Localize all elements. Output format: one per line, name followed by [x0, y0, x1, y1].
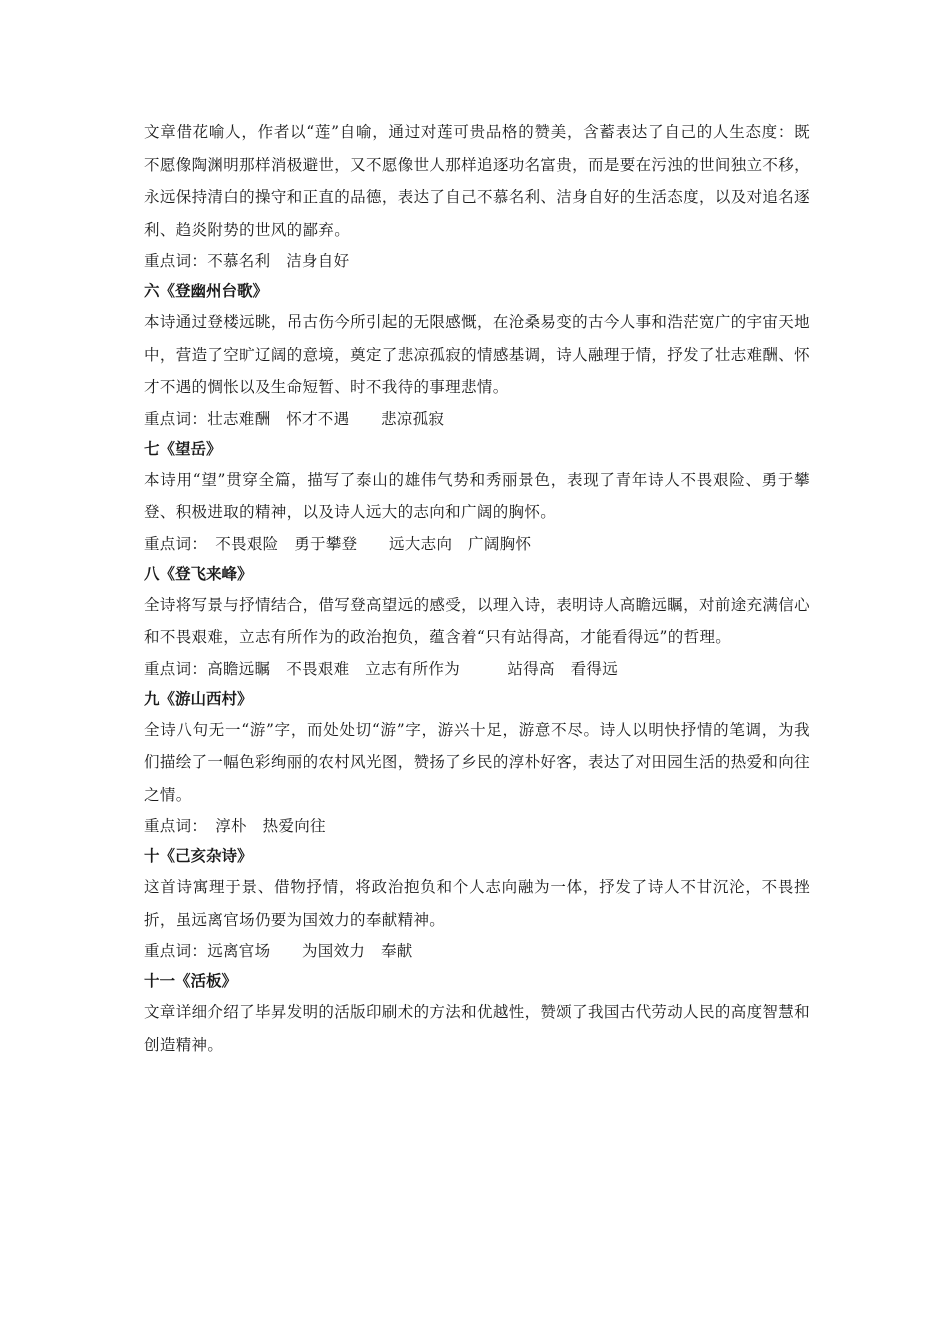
section-heading: 九《游山西村》 [144, 689, 253, 708]
section-you-shanxi-cun [144, 684, 810, 842]
section-paragraph: 本诗通过登楼远眺，吊古伤今所引起的无限感慨，在沧桑易变的古今人事和浩茫宽广的宇宙天地中，营造了空旷辽阔的意境，奠定了悲凉孤寂的情感基调，诗人融理于情，抒发了壮志难酬、怀才不遇的惆怅以及生命短暂、时不我待的事理悲情。 [144, 313, 810, 396]
section-keywords: 重点词： 淳朴 热爱向往 [144, 817, 326, 835]
section-heading: 六《登幽州台歌》 [144, 282, 269, 300]
section-paragraph: 本诗用“望”贯穿全篇，描写了泰山的雄伟气势和秀丽景色，表现了青年诗人不畏艰险、勇于攀登、积极进取的精神，以及诗人远大的志向和广阔的胸怀。 [144, 470, 810, 521]
section-jihai-za-shi [144, 841, 810, 966]
section-keywords: 重点词：远离官场 为国效力 奉献 [144, 942, 413, 960]
section-paragraph: 这首诗寓理于景、借物抒情，将政治抱负和个人志向融为一体，抒发了诗人不甘沉沦，不畏挫折，虽远离官场仍要为国效力的奉献精神。 [144, 878, 810, 929]
section-wang-yue [144, 434, 810, 559]
section-paragraph: 全诗将写景与抒情结合，借写登高望远的感受，以理入诗，表明诗人高瞻远瞩，对前途充满信心和不畏艰难，立志有所作为的政治抱负，蕴含着“只有站得高，才能看得远”的哲理。 [144, 595, 810, 646]
section-deng-youzhou-tai-ge [144, 276, 810, 434]
section-deng-feilai-feng [144, 559, 810, 684]
section-huo-ban [144, 966, 810, 1061]
section-heading: 八《登飞来峰》 [144, 564, 253, 583]
document-page [144, 116, 810, 1061]
intro-keywords: 重点词：不慕名利 洁身自好 [144, 252, 350, 270]
section-keywords: 重点词： 不畏艰险 勇于攀登 远大志向 广阔胸怀 [144, 534, 532, 553]
section-heading: 十一《活板》 [144, 972, 238, 990]
section-heading: 七《望岳》 [144, 439, 222, 458]
section-heading: 十《己亥杂诗》 [144, 847, 253, 865]
intro-paragraph: 文章借花喻人，作者以“莲”自喻，通过对莲可贵品格的赞美，含蓄表达了自己的人生态度：既不愿像陶渊明那样消极避世，又不愿像世人那样追逐功名富贵，而是要在污浊的世间独立不移，永远保持清白的操守和正直的品德，表达了自己不慕名利、洁身自好的生活态度，以及对追名逐利、趋炎附势的世风的鄙弃。 [144, 123, 810, 239]
section-paragraph: 全诗八句无一“游”字，而处处切“游”字，游兴十足，游意不尽。诗人以明快抒情的笔调，为我们描绘了一幅色彩绚丽的农村风光图，赞扬了乡民的淳朴好客，表达了对田园生活的热爱和向往之情。 [144, 720, 810, 804]
section-paragraph: 文章详细介绍了毕昇发明的活版印刷术的方法和优越性，赞颂了我国古代劳动人民的高度智慧和创造精神。 [144, 1003, 810, 1054]
section-keywords: 重点词：高瞻远瞩 不畏艰难 立志有所作为 站得高 看得远 [144, 659, 619, 678]
section-keywords: 重点词：壮志难酬 怀才不遇 悲凉孤寂 [144, 409, 445, 428]
